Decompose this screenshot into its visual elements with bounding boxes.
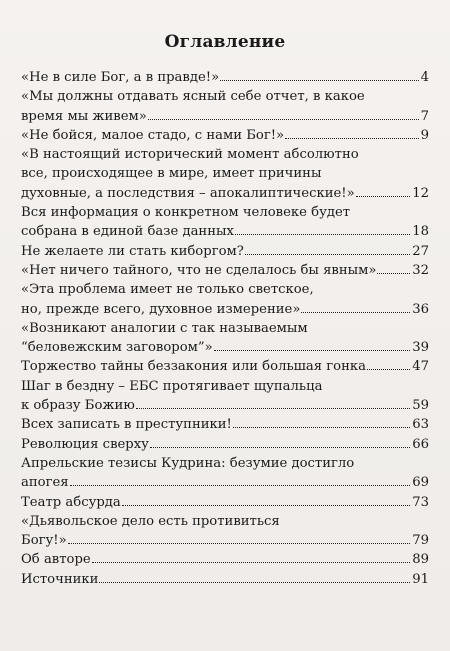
toc-entry-title-line: Не желаете ли стать киборгом? [21,243,244,259]
toc-entry-title-line: апогея [21,475,69,491]
toc-entry [21,493,429,512]
toc-page-number: 4 [420,70,429,85]
toc-entry [21,126,429,145]
dot-leader [214,349,410,351]
toc-entry-title-line: все, происходящее в мире, имеет причины [21,166,322,182]
toc-entry [21,87,429,126]
toc-entry [21,280,429,319]
dot-leader [301,311,410,313]
toc-entry-last-line [21,68,429,87]
dot-leader [70,484,411,486]
toc-entry-title-line: духовные, а последствия – апокалиптические!» [21,185,355,201]
dot-leader [245,253,410,255]
toc-entry-last-line [21,126,429,145]
toc-page-number: 7 [420,108,429,124]
toc-entry-last-line [21,435,429,454]
toc-page-number: 89 [412,552,429,568]
toc-page-number: 79 [412,533,429,549]
toc-entry-title-line: «Возникают аналогии с так называемым [21,320,308,336]
toc-entry-last-line [21,300,429,319]
toc-entry-title-line: Источники [21,571,99,587]
toc-page-number: 12 [412,185,429,201]
dot-leader [99,581,410,583]
toc-entry [21,145,429,203]
toc-page-number: 69 [412,475,429,491]
toc-entry [21,550,429,569]
toc-page-number: 36 [412,301,429,317]
toc-page-number: 63 [412,417,429,433]
dot-leader [356,195,411,197]
toc-page-number: 91 [412,571,429,587]
toc-entry-title-line: «Мы должны отдавать ясный себе отчет, в какое [21,89,365,105]
toc-entry-title-line: собрана в единой базе данных [21,224,234,240]
toc-entry-title-line: время мы живем» [21,108,147,124]
toc-entry-title-line: Об авторе [21,552,91,568]
toc-page-number: 18 [412,224,429,240]
toc-entry-last-line [21,107,429,126]
dot-leader [92,561,411,563]
toc-entry [21,68,429,87]
dot-leader [285,137,418,139]
dot-leader [68,542,411,544]
toc-entry [21,415,429,434]
dot-leader [220,79,418,81]
toc-entry-title-line: Апрельские тезисы Кудрина: безумие достигло [21,455,355,471]
toc-entry-title-line: Шаг в бездну – ЕБС протягивает щупальца [21,378,323,394]
toc-entry-last-line [21,531,429,550]
toc-entry-title-line: “беловежским заговором”» [21,340,213,356]
toc-page-number: 32 [412,262,429,278]
dot-leader [150,446,410,448]
toc-entry-last-line [21,242,429,261]
toc-page-number: 39 [412,340,429,356]
toc-entry-last-line [21,396,429,415]
toc-entry-title-line: «Эта проблема имеет не только светское, [21,282,314,298]
toc-entry-title-line: «Не бойся, малое стадо, с нами Бог!» [21,127,285,143]
toc-entry-last-line [21,261,429,280]
toc-entry-title-line: Торжество тайны беззакония или большая гонка [21,359,366,375]
toc-entry-last-line [21,222,429,241]
dot-leader [233,426,410,428]
toc-entry-title-line: «Нет ничего тайного, что не сделалось бы явным» [21,262,377,278]
dot-leader [235,233,410,235]
toc-entry-last-line [21,473,429,492]
toc-entry [21,319,429,358]
toc-entry-last-line [21,550,429,569]
toc-entry [21,377,429,416]
toc-entry-last-line [21,184,429,203]
toc-entry-title-line: «Не в силе Бог, а в правде!» [21,70,220,85]
toc-page-number: 59 [412,398,429,414]
toc-entry-last-line [21,415,429,434]
dot-leader [136,407,410,409]
toc-entry-title-line: Вся информация о конкретном человеке будет [21,205,351,221]
toc-entry [21,454,429,493]
toc-page-number: 47 [412,359,429,375]
toc-entry-title-line: Богу!» [21,533,67,549]
toc-entry-last-line [21,357,429,376]
toc-entry [21,242,429,261]
toc-entry [21,357,429,376]
toc-entry [21,261,429,280]
toc-page-number: 9 [420,127,429,143]
toc-entry-last-line [21,338,429,357]
dot-leader [367,368,410,370]
toc-page-number: 27 [412,243,429,259]
toc-entry-title-line: Театр абсурда [21,494,121,510]
toc-entry [21,570,429,589]
toc-page-number: 66 [412,436,429,452]
toc-entry-title-line: «Дьявольское дело есть противиться [21,513,280,529]
toc-entry [21,435,429,454]
dot-leader [122,504,410,506]
toc-entry-last-line [21,493,429,512]
page-title: Оглавление [164,32,286,52]
toc-page-number: 73 [412,494,429,510]
dot-leader [377,272,410,274]
toc-entry [21,512,429,551]
toc-entry-title-line: Революция сверху [21,436,149,452]
toc-entry-title-line: «В настоящий исторический момент абсолютно [21,147,359,163]
toc-entry-title-line: к образу Божию [21,398,135,414]
toc-entry-title-line: но, прежде всего, духовное измерение» [21,301,301,317]
toc-entry-last-line [21,570,429,589]
dot-leader [148,118,419,120]
toc-entry [21,203,429,242]
table-of-contents [21,68,429,589]
toc-entry-title-line: Всех записать в преступники! [21,417,232,433]
